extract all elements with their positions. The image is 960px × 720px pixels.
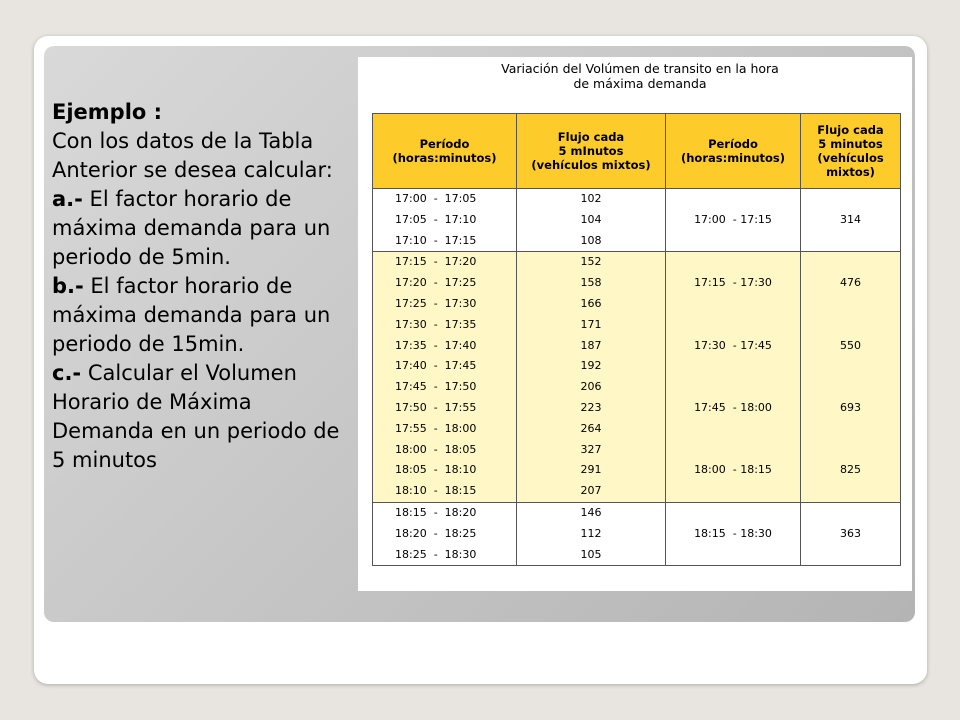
period-15min-cell: 17:45 - 18:00: [666, 398, 801, 419]
flow-5min-cell: 207: [517, 481, 666, 502]
flow-5min-cell: 152: [517, 252, 666, 273]
period-5min-cell: 17:40 - 17:45: [373, 356, 517, 377]
table-row: [373, 502, 901, 523]
header-period-15min: Período (horas:minutos): [666, 114, 801, 189]
flow-5min-cell: 112: [517, 524, 666, 545]
period-5min-cell: 17:35 - 17:40: [373, 336, 517, 357]
period-15min-cell: [666, 481, 801, 502]
table-row: [373, 440, 901, 461]
period-15min-cell: 17:15 - 17:30: [666, 273, 801, 294]
table-row: [373, 315, 901, 336]
flow-15min-cell: [801, 315, 901, 336]
flow-15min-cell: [801, 252, 901, 273]
flow-5min-cell: 187: [517, 336, 666, 357]
table-row: [373, 398, 901, 419]
flow-15min-cell: 476: [801, 273, 901, 294]
flow-15min-cell: [801, 545, 901, 566]
period-5min-cell: 17:05 - 17:10: [373, 210, 517, 231]
example-item-b: [52, 272, 352, 359]
flow-5min-cell: 327: [517, 440, 666, 461]
period-15min-cell: [666, 189, 801, 210]
example-intro: Con los datos de la Tabla Anterior se desea calcular:: [52, 129, 333, 182]
period-15min-cell: 17:30 - 17:45: [666, 336, 801, 357]
table-row: [373, 545, 901, 566]
example-item-c: [52, 359, 352, 475]
period-15min-cell: [666, 252, 801, 273]
flow-15min-cell: [801, 189, 901, 210]
flow-5min-cell: 104: [517, 210, 666, 231]
example-item-a: [52, 185, 352, 272]
flow-5min-cell: 102: [517, 189, 666, 210]
flow-5min-cell: 171: [517, 315, 666, 336]
table-row: [373, 336, 901, 357]
flow-5min-cell: 206: [517, 377, 666, 398]
flow-15min-cell: [801, 356, 901, 377]
period-5min-cell: 17:15 - 17:20: [373, 252, 517, 273]
flow-15min-cell: [801, 440, 901, 461]
flow-15min-cell: 825: [801, 460, 901, 481]
table-body: [373, 189, 901, 566]
flow-5min-cell: 105: [517, 545, 666, 566]
traffic-volume-table: [372, 113, 901, 566]
flow-15min-cell: [801, 377, 901, 398]
flow-15min-cell: 693: [801, 398, 901, 419]
period-5min-cell: 17:50 - 17:55: [373, 398, 517, 419]
table-row: [373, 524, 901, 545]
table-row: [373, 481, 901, 502]
period-5min-cell: 18:15 - 18:20: [373, 502, 517, 523]
period-15min-cell: [666, 502, 801, 523]
example-text: [52, 98, 352, 475]
flow-15min-cell: [801, 419, 901, 440]
header-flow-5min: Flujo cada 5 mInutos (vehículos mixtos): [517, 114, 666, 189]
flow-15min-cell: [801, 231, 901, 252]
table-row: [373, 377, 901, 398]
period-15min-cell: 18:00 - 18:15: [666, 460, 801, 481]
period-15min-cell: [666, 356, 801, 377]
flow-5min-cell: 146: [517, 502, 666, 523]
item-text: El factor horario de máxima demanda para un periodo de 5min.: [52, 187, 331, 269]
flow-5min-cell: 264: [517, 419, 666, 440]
period-15min-cell: [666, 377, 801, 398]
period-5min-cell: 17:00 - 17:05: [373, 189, 517, 210]
table-row: [373, 231, 901, 252]
period-5min-cell: 17:20 - 17:25: [373, 273, 517, 294]
item-label: c.-: [52, 361, 82, 385]
flow-15min-cell: 550: [801, 336, 901, 357]
period-5min-cell: 17:45 - 17:50: [373, 377, 517, 398]
flow-15min-cell: 363: [801, 524, 901, 545]
table-caption: [358, 61, 912, 91]
table-row: [373, 252, 901, 273]
period-5min-cell: 17:25 - 17:30: [373, 294, 517, 315]
table-row: [373, 273, 901, 294]
period-15min-cell: [666, 294, 801, 315]
period-5min-cell: 17:30 - 17:35: [373, 315, 517, 336]
item-text: Calcular el Volumen Horario de Máxima Demanda en un periodo de 5 minutos: [52, 361, 340, 472]
flow-15min-cell: 314: [801, 210, 901, 231]
period-5min-cell: 18:10 - 18:15: [373, 481, 517, 502]
table-row: [373, 460, 901, 481]
caption-line-2: de máxima demanda: [573, 76, 707, 91]
flow-5min-cell: 158: [517, 273, 666, 294]
period-5min-cell: 18:20 - 18:25: [373, 524, 517, 545]
flow-15min-cell: [801, 294, 901, 315]
flow-5min-cell: 291: [517, 460, 666, 481]
item-label: a.-: [52, 187, 83, 211]
period-15min-cell: [666, 419, 801, 440]
item-text: El factor horario de máxima demanda para un periodo de 15min.: [52, 274, 331, 356]
caption-line-1: Variación del Volúmen de transito en la hora: [501, 61, 779, 76]
period-15min-cell: 17:00 - 17:15: [666, 210, 801, 231]
period-15min-cell: 18:15 - 18:30: [666, 524, 801, 545]
table-row: [373, 189, 901, 210]
table-header-row: [373, 114, 901, 189]
period-15min-cell: [666, 315, 801, 336]
flow-15min-cell: [801, 481, 901, 502]
flow-15min-cell: [801, 502, 901, 523]
traffic-table-figure: [358, 57, 912, 591]
table-row: [373, 356, 901, 377]
flow-5min-cell: 166: [517, 294, 666, 315]
period-15min-cell: [666, 545, 801, 566]
period-5min-cell: 17:55 - 18:00: [373, 419, 517, 440]
table-row: [373, 419, 901, 440]
flow-5min-cell: 108: [517, 231, 666, 252]
period-5min-cell: 17:10 - 17:15: [373, 231, 517, 252]
item-label: b.-: [52, 274, 84, 298]
header-flow-15min: Flujo cada 5 minutos (vehículos mixtos): [801, 114, 901, 189]
table-row: [373, 210, 901, 231]
header-period-5min: Período (horas:minutos): [373, 114, 517, 189]
example-title: Ejemplo :: [52, 100, 163, 124]
flow-5min-cell: 192: [517, 356, 666, 377]
flow-5min-cell: 223: [517, 398, 666, 419]
table-row: [373, 294, 901, 315]
period-5min-cell: 18:25 - 18:30: [373, 545, 517, 566]
period-5min-cell: 18:00 - 18:05: [373, 440, 517, 461]
period-5min-cell: 18:05 - 18:10: [373, 460, 517, 481]
period-15min-cell: [666, 231, 801, 252]
period-15min-cell: [666, 440, 801, 461]
